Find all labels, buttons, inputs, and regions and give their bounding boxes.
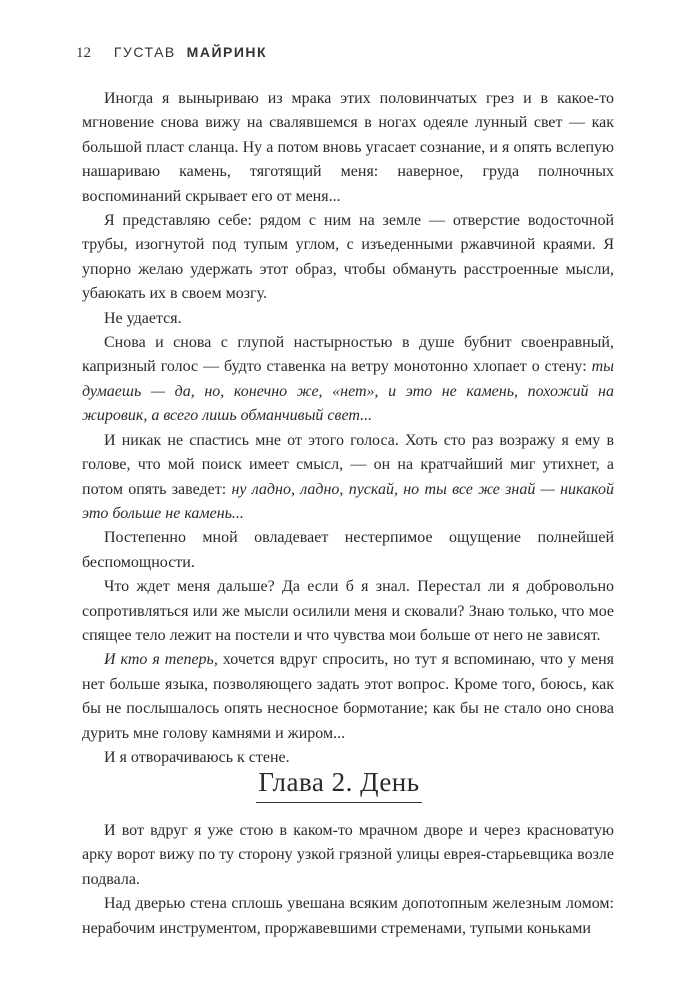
body-paragraph xyxy=(82,429,614,527)
body-paragraph xyxy=(82,87,614,209)
body-paragraph xyxy=(82,209,614,307)
body-paragraph xyxy=(82,331,614,429)
chapter-heading xyxy=(0,767,678,803)
body-paragraph xyxy=(82,575,614,648)
text-run: Постепенно мной овладевает нестерпимое ощущение полнейшей беспомощности. xyxy=(82,529,614,571)
text-run: Снова и снова с глупой настырностью в душе бубнит своенравный, капризный голос — будто ставенка на ветру монотонно хлопает о стену: xyxy=(82,334,614,376)
text-run: И я отворачиваюсь к стене. xyxy=(104,748,290,766)
body-paragraph xyxy=(82,526,614,575)
chapter-text xyxy=(82,819,614,941)
text-run: Иногда я выныриваю из мрака этих половинчатых грез и в какое-то мгновение снова вижу на свалявшемся в ногах одеяле лунный свет — как большой пласт сланца. Ну а потом вновь угасает сознание, и я опять вслепую нашариваю камень, тяготящий меня: наверное, груда полночных воспоминаний скрывает его от меня... xyxy=(82,90,614,205)
text-run: Что ждет меня дальше? Да если б я знал. Перестал ли я добровольно сопротивляться или же мысли осилили меня и сковали? Знаю только, что мое спящее тело лежит на постели и что чувства мои больше от него не зависят. xyxy=(82,578,614,644)
italic-run: И кто я теперь, xyxy=(104,651,218,669)
author-last-name: МАЙРИНК xyxy=(186,44,268,60)
chapter-paragraph: Над дверью стена сплошь увешана всяким допотопным железным ломом: нерабочим инструментом, проржавевшими стременами, тупыми коньками xyxy=(82,895,614,937)
italic-run: ну ладно, ладно, пускай, но ты все же знай — никакой это больше не камень... xyxy=(82,480,614,522)
text-run: Я представляю себе: рядом с ним на земле — отверстие водосточной трубы, изогнутой под тупым углом, с изъеденными ржавчиной краями. Я упорно желаю удержать этот образ, чтобы обмануть расстроенные мысли, убаюкать их в своем мозгу. xyxy=(82,212,614,303)
italic-run: ты думаешь — да, но, конечно же, «нет», и это не камень, похожий на жировик, а всего лишь обманчивый свет... xyxy=(82,358,614,425)
author-first-name: ГУСТАВ xyxy=(113,44,176,60)
text-run: хочется вдруг спросить, но тут я вспоминаю, что у меня нет больше языка, позволяющего задать этот вопрос. Кроме того, боюсь, как бы не послышалось опять несносное бормотание; как бы не стало оно снова дурить мне голову камнями и жиром... xyxy=(82,651,615,742)
body-text xyxy=(82,87,614,770)
chapter-title: Глава 2. День xyxy=(256,767,421,803)
text-run: И никак не спастись мне от этого голоса. Хоть сто раз возражу я ему в голове, что мой поиск имеет смысл, — он на кратчайший миг утихнет, а потом опять заведет: xyxy=(82,431,614,498)
running-head xyxy=(76,44,267,62)
page-number: 12 xyxy=(76,45,91,61)
text-run: Не удается. xyxy=(104,309,182,327)
body-paragraph xyxy=(82,648,614,746)
chapter-paragraph: И вот вдруг я уже стою в каком-то мрачном дворе и через красноватую арку ворот вижу по ту сторону узкой грязной улицы еврея-старьевщика возле подвала. xyxy=(82,822,614,888)
body-paragraph xyxy=(82,307,614,331)
